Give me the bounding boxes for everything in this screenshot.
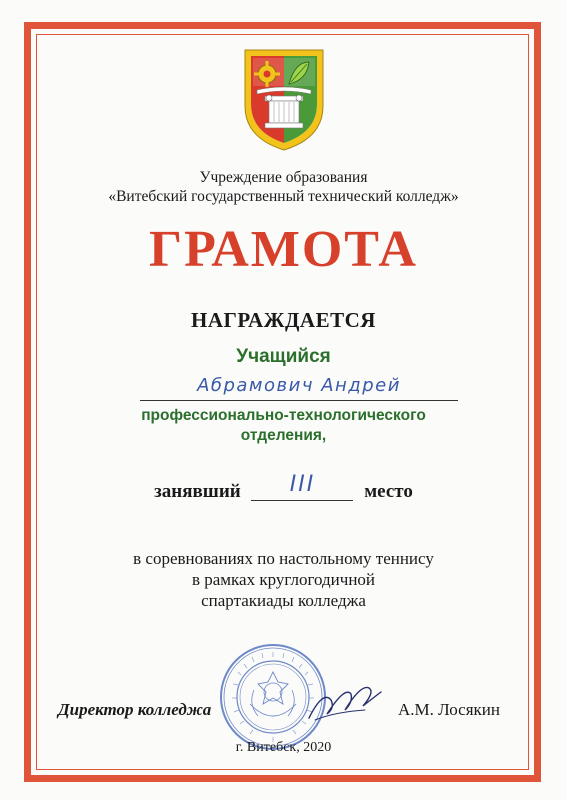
certificate-title: ГРАМОТА bbox=[149, 221, 418, 278]
competition-line-2: в рамках круглогодичной bbox=[191, 570, 376, 589]
student-name-line bbox=[140, 400, 458, 401]
awarded-label: НАГРАЖДАЕТСЯ bbox=[191, 308, 376, 332]
institution-line-2: «Витебский государственный технический колледж» bbox=[108, 188, 459, 205]
department-line-2: отделения, bbox=[240, 427, 327, 444]
department-name bbox=[0, 406, 567, 446]
place-row bbox=[0, 472, 567, 503]
student-name: Абрамович Андрей bbox=[197, 375, 401, 396]
place-blank bbox=[251, 472, 353, 501]
signature-icon bbox=[305, 680, 385, 725]
director-name: А.М. Лосякин bbox=[398, 700, 500, 719]
director-label: Директор колледжа bbox=[58, 700, 212, 719]
city-year: г. Витебск, 2020 bbox=[235, 740, 332, 755]
place-value: III bbox=[289, 472, 316, 497]
place-suffix: место bbox=[364, 481, 413, 502]
competition-description bbox=[0, 548, 567, 611]
competition-line-1: в соревнованиях по настольному теннису bbox=[133, 549, 434, 568]
student-label: Учащийся bbox=[236, 346, 331, 367]
institution-line-1: Учреждение образования bbox=[199, 169, 368, 186]
institution-name bbox=[0, 168, 567, 206]
department-line-1: профессионально-технологического bbox=[141, 407, 426, 424]
college-emblem-icon bbox=[243, 48, 325, 152]
competition-line-3: спартакиады колледжа bbox=[201, 591, 366, 610]
place-prefix: занявший bbox=[154, 481, 241, 502]
